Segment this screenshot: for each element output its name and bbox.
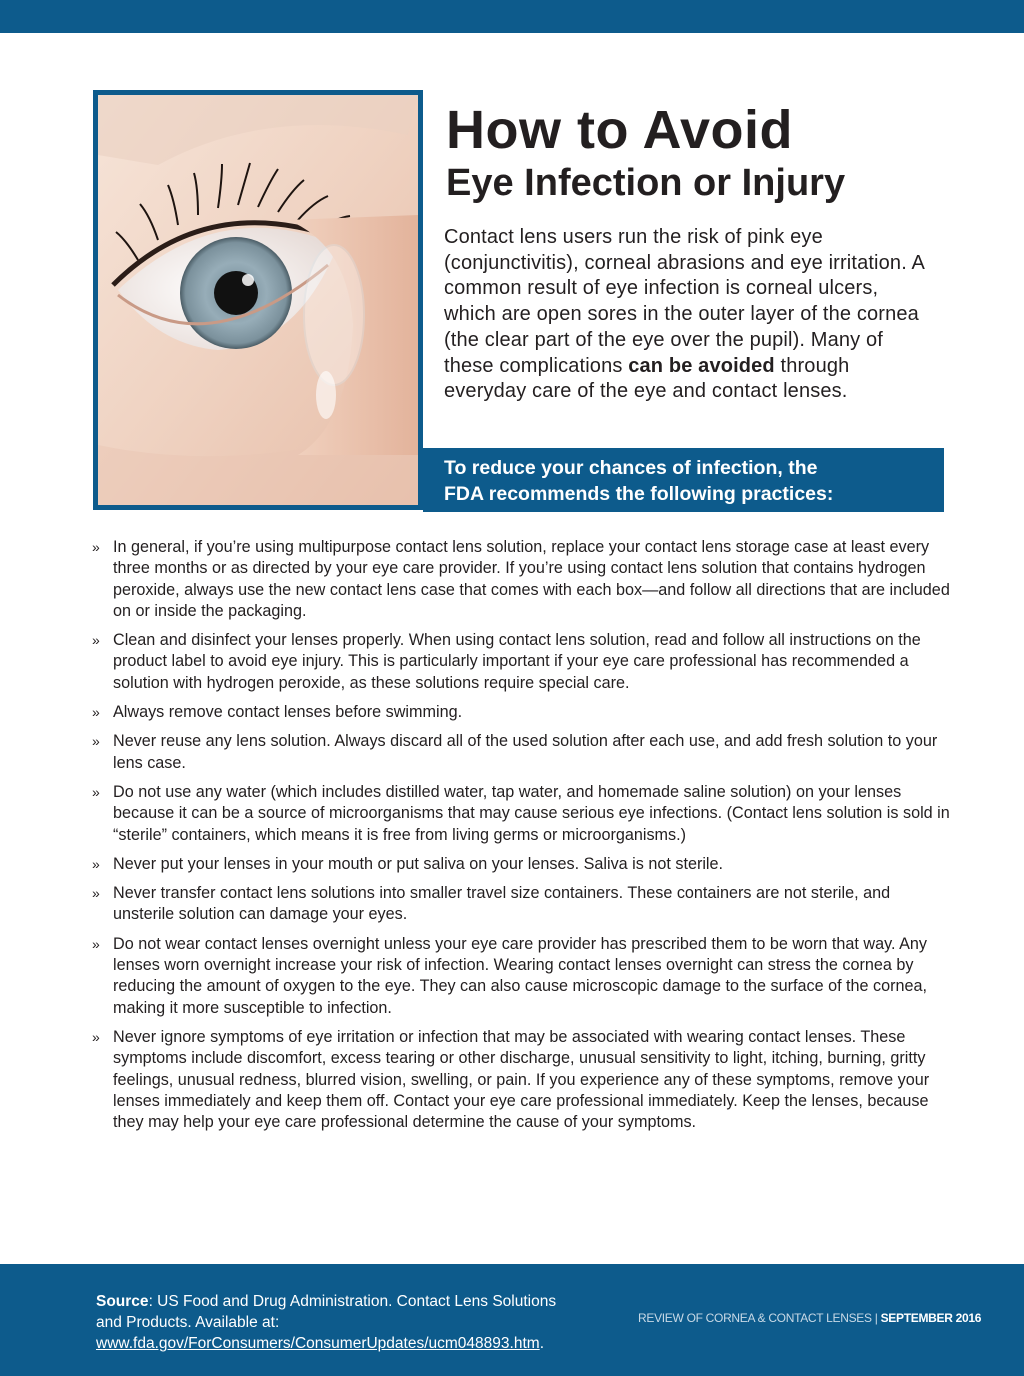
intro-text-end: through everyday care of the eye and contact lenses. bbox=[444, 354, 850, 403]
list-item bbox=[92, 630, 952, 694]
source-label: Source bbox=[96, 1293, 149, 1310]
list-item bbox=[92, 1027, 952, 1133]
source-text: : US Food and Drug Administration. Contact Lens Solutions and Products. Available at: bbox=[96, 1293, 557, 1331]
title-line-1: How to Avoid bbox=[446, 100, 793, 160]
list-item-text: Never put your lenses in your mouth or put saliva on your lenses. Saliva is not sterile. bbox=[113, 854, 724, 873]
list-item bbox=[92, 934, 952, 1019]
recommendation-line-2: FDA recommends the following practices: bbox=[444, 483, 834, 505]
list-item bbox=[92, 782, 952, 846]
list-item-text: Clean and disinfect your lenses properly. When using contact lens solution, read and follow all instructions on the product label to avoid eye injury. This is particularly important if your eye care professional has recommended a solution with hydrogen peroxide, as these solutions require special care. bbox=[113, 631, 921, 692]
list-item-text: In general, if you’re using multipurpose contact lens solution, replace your contact lens storage case at least every three months or as directed by your eye care provider. If you’re using contact lens solution that contains hydrogen peroxide, always use the new contact lens case that comes with each box—and follow all directions that are included on or inside the packaging. bbox=[113, 538, 950, 620]
list-item-text: Never reuse any lens solution. Always discard all of the used solution after each use, and add fresh solution to your lens case. bbox=[113, 732, 938, 772]
intro-paragraph bbox=[444, 225, 934, 405]
bullet-icon: » bbox=[92, 855, 100, 872]
footer-band bbox=[0, 1264, 1024, 1376]
source-link[interactable]: www.fda.gov/ForConsumers/ConsumerUpdates/ucm048893.htm bbox=[96, 1335, 540, 1352]
source-citation bbox=[96, 1291, 566, 1354]
list-item-text: Never transfer contact lens solutions into smaller travel size containers. These containers are not sterile, and unsterile solution can damage your eyes. bbox=[113, 884, 891, 924]
list-item-text: Do not wear contact lenses overnight unless your eye care provider has prescribed them to be worn that way. Any lenses worn overnight increase your risk of infection. Wearing contact lenses overnight can stress the cornea by reducing the amount of oxygen to the eye. They can also cause microscopic damage to the surface of the cornea, making it more susceptible to infection. bbox=[113, 934, 928, 1017]
list-item bbox=[92, 883, 952, 926]
source-end: . bbox=[539, 1335, 544, 1352]
list-item bbox=[92, 731, 952, 774]
bullet-icon: » bbox=[92, 539, 100, 555]
credit-date: SEPTEMBER 2016 bbox=[880, 1311, 982, 1325]
practices-list bbox=[92, 537, 952, 1141]
list-item-text: Never ignore symptoms of eye irritation or infection that may be associated with wearing contact lenses. These symptoms include discomfort, excess tearing or other discharge, unusual sensitivity to light, itching, burning, gritty feelings, unusual redness, blurred vision, swelling, or pain. If you experience any of these symptoms, remove your lenses immediately and keep them off. Contact your eye care professional immediately. Keep the lenses, because they may help your eye care professional determine the cause of your symptoms. bbox=[113, 1027, 930, 1132]
list-item-text: Always remove contact lenses before swimming. bbox=[113, 703, 463, 722]
top-color-band bbox=[0, 0, 1024, 33]
eye-photo-illustration bbox=[98, 95, 418, 505]
eye-contact-lens-photo bbox=[93, 90, 423, 510]
bullet-icon: » bbox=[92, 885, 100, 902]
bullet-icon: » bbox=[92, 783, 100, 800]
publication-credit bbox=[638, 1311, 981, 1325]
list-item bbox=[92, 854, 952, 875]
credit-text: REVIEW OF CORNEA & CONTACT LENSES | bbox=[638, 1311, 881, 1325]
list-item bbox=[92, 537, 952, 622]
intro-bold-phrase: can be avoided bbox=[628, 354, 775, 377]
recommendation-callout bbox=[423, 448, 944, 512]
bullet-icon: » bbox=[92, 704, 100, 721]
bullet-icon: » bbox=[92, 733, 100, 750]
bullet-icon: » bbox=[92, 1028, 100, 1045]
intro-text-start: Contact lens users run the risk of pink eye (conjunctivitis), corneal abrasions and eye irritation. A common result of eye infection is corneal ulcers, which are open sores in the outer layer of the cornea (the clear part of the eye over the pupil). Many of these complications bbox=[444, 226, 924, 377]
recommendation-line-1: To reduce your chances of infection, the bbox=[444, 457, 818, 479]
bullet-icon: » bbox=[92, 935, 100, 952]
page-title bbox=[446, 99, 845, 207]
bullet-icon: » bbox=[92, 632, 100, 649]
list-item bbox=[92, 702, 952, 723]
list-item-text: Do not use any water (which includes distilled water, tap water, and homemade saline solution) on your lenses because it can be a source of microorganisms that may cause serious eye infections. (Contact lens solution is sold in “sterile” containers, which means it is free from living germs or microorganisms.) bbox=[113, 782, 950, 844]
title-line-2: Eye Infection or Injury bbox=[446, 162, 846, 204]
